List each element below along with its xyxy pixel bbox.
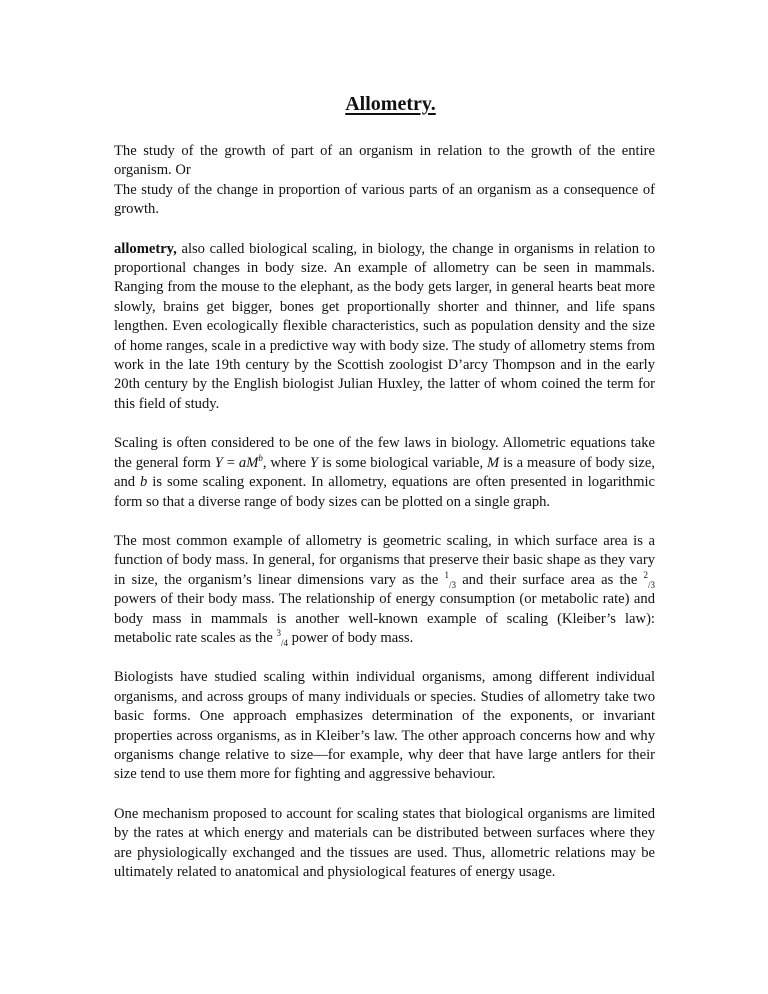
formula-equals: = — [222, 454, 239, 471]
text-span: powers of their body mass. The relationship of energy consumption (or metabolic rate) and body mass in mammals is another well-known example of scaling (Kleiber’s law): metabolic rate scales as the — [114, 591, 655, 646]
paragraph-allometry-text: also called biological scaling, in biology, the change in organisms in relation to proportional changes in body size. An example of allometry can be seen in mammals. Ranging from the mouse to the elephant, as the body gets larger, in general hearts beat more slowly, brains get bigger, bones get proportionally shorter and thinner, and life spans lengthen. Even ecologically flexible characteristics, such as population density and the size of home ranges, scale in a predictive way with body size. The study of allometry stems from work in the late 19th century by the Scottish zoologist D’arcy Thompson and in the early 20th century by the English biologist Julian Huxley, the latter of whom coined the term for this field of study. — [114, 240, 655, 412]
definition-2: The study of the change in proportion of various parts of an organism as a consequence of growth. — [114, 181, 655, 218]
text-span: is some biological variable, — [318, 454, 488, 471]
paragraph-mechanism: One mechanism proposed to account for scaling states that biological organisms are limited by the rates at which energy and materials can be distributed between surfaces where they are physiologically exchanged and the tissues are used. Thus, allometric relations may be ultimately related to anatomical and physiological features of energy usage. — [114, 805, 655, 880]
term-allometry: allometry, — [114, 240, 177, 257]
var-b: b — [140, 474, 148, 491]
text-span: The most common example of allometry is geometric scaling, in which surface area is a function of body mass. In general, for organisms that preserve their basic shape as they vary in size, the organism’s linear dimensions vary as the — [114, 532, 655, 588]
page-title: Allometry. — [345, 93, 436, 115]
definition-1: The study of the growth of part of an organism in relation to the growth of the entire organism. Or — [114, 143, 655, 179]
fraction-numerator: 3 — [276, 628, 281, 639]
fraction-numerator: 1 — [444, 569, 450, 580]
text-span: power of body mass. — [288, 629, 414, 646]
paragraph-geometric-scaling — [114, 532, 655, 648]
formula-am: aM — [238, 454, 259, 471]
text-span: Scaling is often considered to be one of the few laws in biology. Allometric equations take the general form — [114, 435, 655, 471]
fraction-denominator: /3 — [449, 579, 457, 590]
fraction-denominator: /3 — [647, 579, 655, 590]
paragraph-allometry — [114, 240, 655, 415]
formula-y: Y — [214, 454, 223, 471]
formula-exponent-b: b — [258, 452, 263, 463]
paragraph-biologists: Biologists have studied scaling within individual organisms, among different individual organisms, and across groups of many individuals or species. Studies of allometry take two basic forms. One approach emphasizes determination of the exponents, or invariant properties across organisms, as in Kleiber’s law. The other approach concerns how and why organisms change relative to size—for example, why deer that have large antlers for their size tend to use them more for fighting and aggressive behaviour. — [114, 669, 655, 783]
var-m: M — [487, 454, 500, 471]
var-y: Y — [309, 454, 319, 471]
paragraph-scaling — [114, 434, 655, 512]
fraction-numerator: 2 — [643, 569, 648, 580]
document-page — [114, 92, 655, 902]
text-span: and their surface area as the — [456, 571, 644, 588]
text-span: is a measure of body size, and — [114, 454, 655, 491]
fraction-denominator: /4 — [280, 637, 288, 648]
text-span: , where — [262, 454, 310, 471]
text-span: is some scaling exponent. In allometry, equations are often presented in logarithmic form so that a diverse range of body sizes can be plotted on a single graph. — [114, 474, 655, 510]
